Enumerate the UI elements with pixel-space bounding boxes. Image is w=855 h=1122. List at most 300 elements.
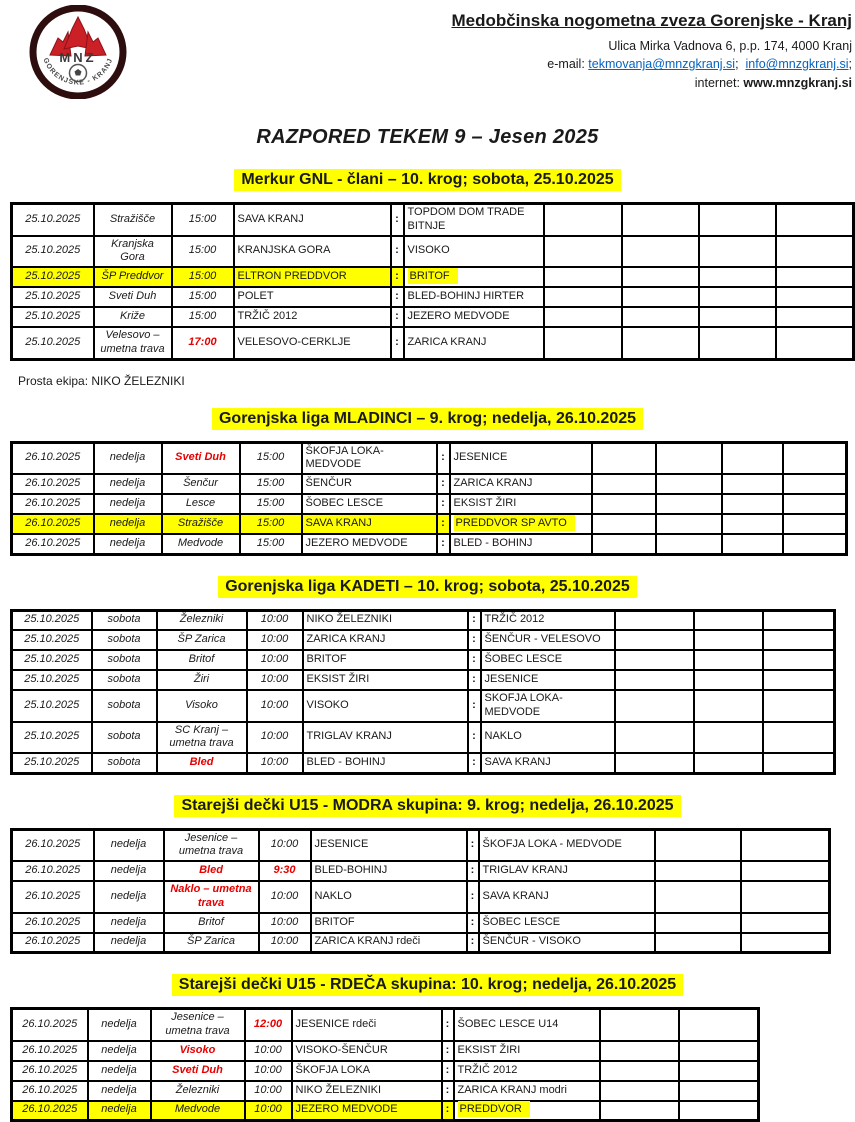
result-cell — [622, 327, 699, 359]
result-cell — [544, 236, 622, 268]
match-venue: ŠP Preddvor — [94, 267, 172, 287]
match-row — [12, 1041, 759, 1061]
home-team: SAVA KRANJ — [234, 204, 391, 236]
result-cell — [592, 514, 656, 534]
match-venue: Kranjska Gora — [94, 236, 172, 268]
result-cell — [694, 690, 763, 722]
match-time: 10:00 — [259, 881, 311, 913]
home-team: ZARICA KRANJ rdeči — [311, 933, 467, 953]
internet-line — [451, 74, 852, 93]
result-cell — [763, 630, 835, 650]
away-team — [404, 267, 544, 287]
match-time: 10:00 — [247, 630, 303, 650]
home-team: EKSIST ŽIRI — [303, 670, 468, 690]
result-cell — [776, 267, 854, 287]
match-venue: Železniki — [151, 1081, 245, 1101]
match-day: sobota — [92, 722, 157, 754]
away-team: ŠKOFJA LOKA - MEDVODE — [479, 829, 655, 861]
result-cell — [656, 534, 722, 554]
away-team: VISOKO — [404, 236, 544, 268]
result-cell — [592, 534, 656, 554]
match-day: nedelja — [94, 442, 162, 474]
match-date: 25.10.2025 — [12, 753, 92, 773]
home-team: VELESOVO-CERKLJE — [234, 327, 391, 359]
score-separator: : — [468, 630, 481, 650]
result-cell — [694, 753, 763, 773]
score-separator: : — [437, 442, 450, 474]
home-team: BRITOF — [303, 650, 468, 670]
section-heading — [0, 576, 855, 598]
score-separator: : — [437, 494, 450, 514]
home-team: ŠOBEC LESCE — [302, 494, 437, 514]
website: www.mnzgkranj.si — [743, 76, 852, 90]
section-heading-text: Starejši dečki U15 - RDEČA skupina: 10. krog; nedelja, 26.10.2025 — [172, 974, 683, 996]
match-time: 10:00 — [247, 670, 303, 690]
score-separator: : — [467, 861, 479, 881]
score-separator: : — [467, 881, 479, 913]
result-cell — [776, 307, 854, 327]
email-separator-2: ; — [848, 57, 852, 72]
result-cell — [783, 494, 847, 514]
result-cell — [741, 861, 830, 881]
away-team: ŠOBEC LESCE — [481, 650, 615, 670]
away-team: ŠOBEC LESCE U14 — [454, 1009, 600, 1041]
match-time: 10:00 — [259, 913, 311, 933]
schedule-table — [10, 1007, 760, 1122]
result-cell — [600, 1041, 679, 1061]
match-venue: Bled — [164, 861, 259, 881]
match-day: nedelja — [94, 913, 164, 933]
score-separator: : — [437, 534, 450, 554]
away-team: JEZERO MEDVODE — [404, 307, 544, 327]
home-team: BLED - BOHINJ — [303, 753, 468, 773]
match-day: nedelja — [88, 1101, 151, 1121]
match-row — [12, 267, 854, 287]
result-cell — [655, 933, 741, 953]
result-cell — [699, 236, 776, 268]
result-cell — [741, 829, 830, 861]
match-date: 25.10.2025 — [12, 307, 94, 327]
match-row — [12, 753, 835, 773]
match-time: 10:00 — [245, 1041, 292, 1061]
match-time: 15:00 — [172, 236, 234, 268]
score-separator: : — [391, 204, 404, 236]
match-row — [12, 881, 830, 913]
match-time: 15:00 — [240, 474, 302, 494]
match-date: 25.10.2025 — [12, 630, 92, 650]
result-cell — [679, 1061, 759, 1081]
result-cell — [655, 881, 741, 913]
away-team: BLED-BOHINJ HIRTER — [404, 287, 544, 307]
result-cell — [615, 670, 694, 690]
result-cell — [592, 494, 656, 514]
result-cell — [656, 442, 722, 474]
match-venue: Sveti Duh — [94, 287, 172, 307]
match-day: nedelja — [94, 861, 164, 881]
match-time: 15:00 — [240, 494, 302, 514]
match-day: nedelja — [88, 1041, 151, 1061]
match-date: 25.10.2025 — [12, 690, 92, 722]
match-date: 26.10.2025 — [12, 913, 94, 933]
result-cell — [776, 327, 854, 359]
away-team: TOPDOM DOM TRADE BITNJE — [404, 204, 544, 236]
match-time: 15:00 — [172, 267, 234, 287]
result-cell — [763, 670, 835, 690]
schedule-table — [10, 441, 848, 556]
match-date: 25.10.2025 — [12, 650, 92, 670]
match-day: sobota — [92, 690, 157, 722]
sections-container — [0, 169, 855, 1122]
result-cell — [656, 494, 722, 514]
match-day: nedelja — [88, 1061, 151, 1081]
match-day: nedelja — [94, 534, 162, 554]
result-cell — [694, 630, 763, 650]
org-name: Medobčinska nogometna zveza Gorenjske - Kranj — [451, 11, 852, 30]
match-row — [12, 534, 847, 554]
result-cell — [544, 327, 622, 359]
result-cell — [615, 753, 694, 773]
match-date: 26.10.2025 — [12, 474, 94, 494]
document-header — [0, 0, 855, 102]
match-time: 15:00 — [240, 442, 302, 474]
email-separator: ; — [735, 57, 739, 72]
away-team: ZARICA KRANJ modri — [454, 1081, 600, 1101]
result-cell — [763, 753, 835, 773]
home-team: JESENICE — [311, 829, 467, 861]
match-row — [12, 630, 835, 650]
result-cell — [694, 670, 763, 690]
result-cell — [679, 1041, 759, 1061]
match-time: 10:00 — [247, 753, 303, 773]
home-team: ŠENČUR — [302, 474, 437, 494]
away-team: ŠENČUR - VELESOVO — [481, 630, 615, 650]
away-team: BLED - BOHINJ — [450, 534, 592, 554]
away-team: ZARICA KRANJ — [450, 474, 592, 494]
match-row — [12, 933, 830, 953]
match-time: 10:00 — [245, 1061, 292, 1081]
away-team-highlight: BRITOF — [408, 268, 458, 284]
match-date: 26.10.2025 — [12, 933, 94, 953]
internet-label: internet: — [694, 76, 744, 90]
match-day: nedelja — [94, 829, 164, 861]
result-cell — [622, 267, 699, 287]
match-date: 26.10.2025 — [12, 514, 94, 534]
match-venue: Sveti Duh — [151, 1061, 245, 1081]
score-separator: : — [468, 722, 481, 754]
score-separator: : — [468, 650, 481, 670]
logo-acronym: MNZ — [59, 50, 97, 65]
home-team: JESENICE rdeči — [292, 1009, 442, 1041]
match-time: 17:00 — [172, 327, 234, 359]
result-cell — [763, 650, 835, 670]
org-address: Ulica Mirka Vadnova 6, p.p. 174, 4000 Kranj — [608, 38, 852, 53]
match-date: 25.10.2025 — [12, 722, 92, 754]
match-time: 15:00 — [172, 204, 234, 236]
match-row — [12, 861, 830, 881]
match-date: 26.10.2025 — [12, 534, 94, 554]
match-time: 10:00 — [247, 722, 303, 754]
match-day: nedelja — [88, 1081, 151, 1101]
section-heading — [0, 974, 855, 996]
match-venue: Visoko — [151, 1041, 245, 1061]
match-time: 15:00 — [240, 534, 302, 554]
match-row — [12, 204, 854, 236]
match-row — [12, 1061, 759, 1081]
result-cell — [544, 287, 622, 307]
email-link-info[interactable]: info@mnzgkranj.si — [745, 57, 849, 72]
match-venue: Visoko — [157, 690, 247, 722]
match-time: 15:00 — [172, 287, 234, 307]
away-team-highlight: PREDDVOR SP AVTO — [454, 515, 575, 531]
home-team: TRŽIČ 2012 — [234, 307, 391, 327]
score-separator: : — [468, 690, 481, 722]
match-date: 26.10.2025 — [12, 829, 94, 861]
away-team — [450, 514, 592, 534]
result-cell — [656, 514, 722, 534]
result-cell — [763, 610, 835, 630]
result-cell — [615, 650, 694, 670]
logo-ring-text: GORENJSKE - KRANJ — [41, 57, 115, 87]
match-venue: Lesce — [162, 494, 240, 514]
home-team: ŠKOFJA LOKA-MEDVODE — [302, 442, 437, 474]
match-row — [12, 474, 847, 494]
email-label: e-mail: — [547, 57, 589, 72]
match-time: 15:00 — [240, 514, 302, 534]
match-venue: Britof — [164, 913, 259, 933]
match-day: sobota — [92, 610, 157, 630]
match-date: 25.10.2025 — [12, 236, 94, 268]
match-venue: Britof — [157, 650, 247, 670]
away-team: NAKLO — [481, 722, 615, 754]
result-cell — [699, 204, 776, 236]
result-cell — [655, 829, 741, 861]
match-date: 25.10.2025 — [12, 287, 94, 307]
schedule-table — [10, 609, 836, 775]
match-date: 26.10.2025 — [12, 1061, 88, 1081]
match-venue: Bled — [157, 753, 247, 773]
score-separator: : — [442, 1081, 454, 1101]
match-day: nedelja — [94, 494, 162, 514]
match-date: 26.10.2025 — [12, 881, 94, 913]
result-cell — [699, 267, 776, 287]
match-venue: Jesenice – umetna trava — [164, 829, 259, 861]
away-team: ŠENČUR - VISOKO — [479, 933, 655, 953]
match-row — [12, 287, 854, 307]
score-separator: : — [442, 1041, 454, 1061]
match-time: 10:00 — [259, 933, 311, 953]
match-date: 25.10.2025 — [12, 670, 92, 690]
match-row — [12, 610, 835, 630]
result-cell — [544, 204, 622, 236]
free-team-note: Prosta ekipa: NIKO ŽELEZNIKI — [18, 373, 185, 388]
away-team-highlight: PREDDVOR — [458, 1101, 530, 1117]
match-venue: ŠP Zarica — [157, 630, 247, 650]
match-venue: Šenčur — [162, 474, 240, 494]
result-cell — [763, 690, 835, 722]
match-time: 10:00 — [245, 1101, 292, 1121]
score-separator: : — [468, 670, 481, 690]
home-team: BLED-BOHINJ — [311, 861, 467, 881]
result-cell — [776, 204, 854, 236]
match-row — [12, 1101, 759, 1121]
section-heading-text: Merkur GNL - člani – 10. krog; sobota, 25.10.2025 — [234, 169, 620, 191]
result-cell — [776, 236, 854, 268]
away-team: SKOFJA LOKA-MEDVODE — [481, 690, 615, 722]
score-separator: : — [391, 307, 404, 327]
result-cell — [694, 610, 763, 630]
result-cell — [741, 913, 830, 933]
result-cell — [679, 1101, 759, 1121]
home-team: NIKO ŽELEZNIKI — [292, 1081, 442, 1101]
score-separator: : — [437, 474, 450, 494]
match-venue: Velesovo – umetna trava — [94, 327, 172, 359]
match-row — [12, 913, 830, 933]
result-cell — [600, 1061, 679, 1081]
match-date: 25.10.2025 — [12, 327, 94, 359]
score-separator: : — [467, 913, 479, 933]
score-separator: : — [442, 1101, 454, 1121]
section-heading — [0, 408, 855, 430]
section-heading-text: Gorenjska liga KADETI – 10. krog; sobota, 25.10.2025 — [218, 576, 637, 598]
match-row — [12, 327, 854, 359]
match-row — [12, 722, 835, 754]
match-row — [12, 1009, 759, 1041]
score-separator: : — [467, 829, 479, 861]
result-cell — [776, 287, 854, 307]
match-row — [12, 307, 854, 327]
score-separator: : — [437, 514, 450, 534]
result-cell — [783, 474, 847, 494]
match-date: 25.10.2025 — [12, 610, 92, 630]
match-row — [12, 1081, 759, 1101]
section-heading-text: Starejši dečki U15 - MODRA skupina: 9. krog; nedelja, 26.10.2025 — [174, 795, 680, 817]
match-row — [12, 670, 835, 690]
email-line — [451, 55, 852, 74]
match-venue: Medvode — [162, 534, 240, 554]
match-time: 12:00 — [245, 1009, 292, 1041]
result-cell — [655, 861, 741, 881]
result-cell — [615, 690, 694, 722]
result-cell — [694, 722, 763, 754]
result-cell — [694, 650, 763, 670]
mnz-logo — [28, 5, 128, 99]
result-cell — [722, 442, 783, 474]
away-team — [454, 1101, 600, 1121]
match-venue: ŠP Zarica — [164, 933, 259, 953]
schedule-table — [10, 202, 855, 361]
result-cell — [783, 514, 847, 534]
match-date: 26.10.2025 — [12, 1101, 88, 1121]
score-separator: : — [468, 610, 481, 630]
result-cell — [592, 442, 656, 474]
match-row — [12, 514, 847, 534]
match-time: 9:30 — [259, 861, 311, 881]
match-date: 25.10.2025 — [12, 267, 94, 287]
result-cell — [741, 933, 830, 953]
match-time: 10:00 — [247, 610, 303, 630]
section-heading — [0, 169, 855, 191]
result-cell — [699, 287, 776, 307]
document-title: RAZPORED TEKEM 9 – Jesen 2025 — [256, 126, 599, 148]
away-team: TRIGLAV KRANJ — [479, 861, 655, 881]
result-cell — [544, 307, 622, 327]
match-row — [12, 650, 835, 670]
away-team: ZARICA KRANJ — [404, 327, 544, 359]
result-cell — [722, 534, 783, 554]
score-separator: : — [391, 236, 404, 268]
home-team: TRIGLAV KRANJ — [303, 722, 468, 754]
home-team: JEZERO MEDVODE — [302, 534, 437, 554]
away-team: JESENICE — [450, 442, 592, 474]
away-team: ŠOBEC LESCE — [479, 913, 655, 933]
match-venue: Sveti Duh — [162, 442, 240, 474]
result-cell — [615, 610, 694, 630]
home-team: VISOKO-ŠENČUR — [292, 1041, 442, 1061]
match-date: 26.10.2025 — [12, 861, 94, 881]
home-team: ZARICA KRANJ — [303, 630, 468, 650]
home-team: VISOKO — [303, 690, 468, 722]
match-date: 26.10.2025 — [12, 1009, 88, 1041]
score-separator: : — [391, 327, 404, 359]
result-cell — [656, 474, 722, 494]
match-row — [12, 442, 847, 474]
match-venue: Žiri — [157, 670, 247, 690]
away-team: EKSIST ŽIRI — [450, 494, 592, 514]
match-day: nedelja — [94, 881, 164, 913]
home-team: ELTRON PREDDVOR — [234, 267, 391, 287]
match-venue: Jesenice – umetna trava — [151, 1009, 245, 1041]
match-day: sobota — [92, 630, 157, 650]
result-cell — [622, 307, 699, 327]
result-cell — [600, 1101, 679, 1121]
result-cell — [699, 327, 776, 359]
section-heading-text: Gorenjska liga MLADINCI – 9. krog; nedelja, 26.10.2025 — [212, 408, 643, 430]
home-team: ŠKOFJA LOKA — [292, 1061, 442, 1081]
home-team: KRANJSKA GORA — [234, 236, 391, 268]
result-cell — [622, 287, 699, 307]
result-cell — [722, 514, 783, 534]
result-cell — [622, 204, 699, 236]
match-venue: Stražišče — [94, 204, 172, 236]
match-row — [12, 494, 847, 514]
match-venue: Stražišče — [162, 514, 240, 534]
home-team: NIKO ŽELEZNIKI — [303, 610, 468, 630]
result-cell — [722, 494, 783, 514]
result-cell — [679, 1009, 759, 1041]
away-team: SAVA KRANJ — [479, 881, 655, 913]
match-venue: Naklo – umetna trava — [164, 881, 259, 913]
result-cell — [615, 722, 694, 754]
match-time: 10:00 — [259, 829, 311, 861]
match-day: sobota — [92, 670, 157, 690]
match-date: 26.10.2025 — [12, 494, 94, 514]
home-team: POLET — [234, 287, 391, 307]
result-cell — [592, 474, 656, 494]
result-cell — [600, 1009, 679, 1041]
result-cell — [600, 1081, 679, 1101]
match-day: nedelja — [94, 514, 162, 534]
match-time: 10:00 — [247, 650, 303, 670]
match-date: 26.10.2025 — [12, 1081, 88, 1101]
home-team: JEZERO MEDVODE — [292, 1101, 442, 1121]
match-date: 26.10.2025 — [12, 1041, 88, 1061]
match-row — [12, 690, 835, 722]
score-separator: : — [391, 287, 404, 307]
email-link-tekmovanja[interactable]: tekmovanja@mnzgkranj.si — [588, 57, 736, 72]
away-team: JESENICE — [481, 670, 615, 690]
match-venue: Križe — [94, 307, 172, 327]
home-team: NAKLO — [311, 881, 467, 913]
